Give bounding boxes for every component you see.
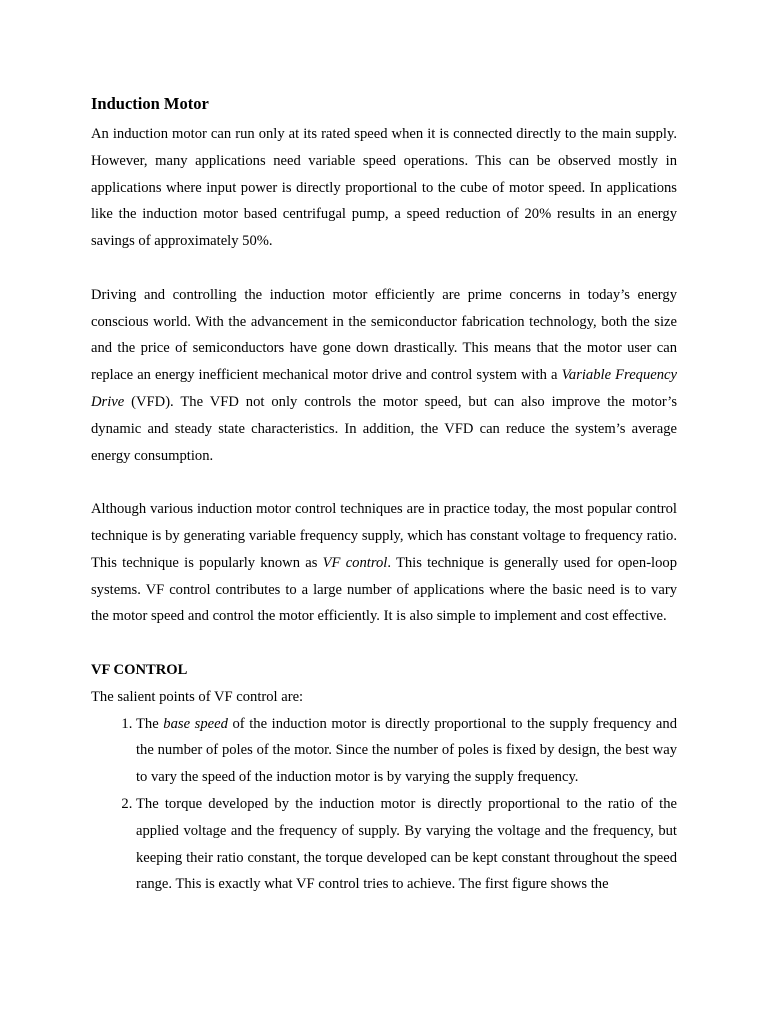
list-intro: The salient points of VF control are: bbox=[91, 688, 304, 705]
list-item-text-a: The bbox=[136, 715, 164, 732]
paragraph-techniques-emphasis: VF control bbox=[322, 554, 388, 571]
paragraph-vfd bbox=[91, 282, 677, 470]
section-heading: VF CONTROL bbox=[91, 661, 188, 678]
paragraph-techniques bbox=[91, 496, 677, 630]
list-item: 2. The torque developed by the induction motor is directly proportional to the ratio of the applied voltage and the frequency of supply. By varying the voltage and the frequency, but keeping their ratio constant, the torque developed can be kept constant throughout the speed range. This is exactly what VF control tries to achieve. The first figure shows the bbox=[136, 791, 677, 898]
page-title: Induction Motor bbox=[91, 94, 209, 113]
paragraph-vfd-text-a: Driving and controlling the induction motor efficiently are prime concerns in today’s energy conscious world. With the advancement in the semiconductor fabrication technology, both the size and the price of semiconductors have gone down drastically. This means that the motor user can replace an energy inefficient mechanical motor drive and control system with a bbox=[91, 286, 677, 384]
paragraph-intro: An induction motor can run only at its rated speed when it is connected directly to the main supply. However, many applications need variable speed operations. This can be observed mostly in applications where input power is directly proportional to the cube of motor speed. In applications like the induction motor based centrifugal pump, a speed reduction of 20% results in an energy savings of approximately 50%. bbox=[91, 126, 677, 250]
numbered-list bbox=[91, 711, 677, 899]
list-item-text-b: of the induction motor is directly proportional to the supply frequency and the number of poles of the motor. Since the number of poles is fixed by design, the best way to vary the speed of the induction motor is by varying the supply frequency. bbox=[136, 715, 677, 786]
paragraph-vfd-text-b: (VFD). The VFD not only controls the motor speed, but can also improve the motor’s dynamic and steady state characteristics. In addition, the VFD can reduce the system’s average energy consumption. bbox=[91, 393, 677, 464]
paragraph-techniques-text-b: . This technique is generally used for open-loop systems. VF control contributes to a large number of applications where the basic need is to vary the motor speed and control the motor efficiently. It is also simple to implement and cost effective. bbox=[91, 554, 677, 625]
paragraph-techniques-text-a: Although various induction motor control techniques are in practice today, the most popular control technique is by generating variable frequency supply, which has constant voltage to frequency ratio. This technique is popularly known as bbox=[91, 501, 677, 571]
list-item bbox=[136, 711, 677, 791]
paragraph-vfd-emphasis: Variable Frequency Drive bbox=[91, 367, 677, 410]
list-item-emphasis: base speed bbox=[163, 715, 228, 732]
